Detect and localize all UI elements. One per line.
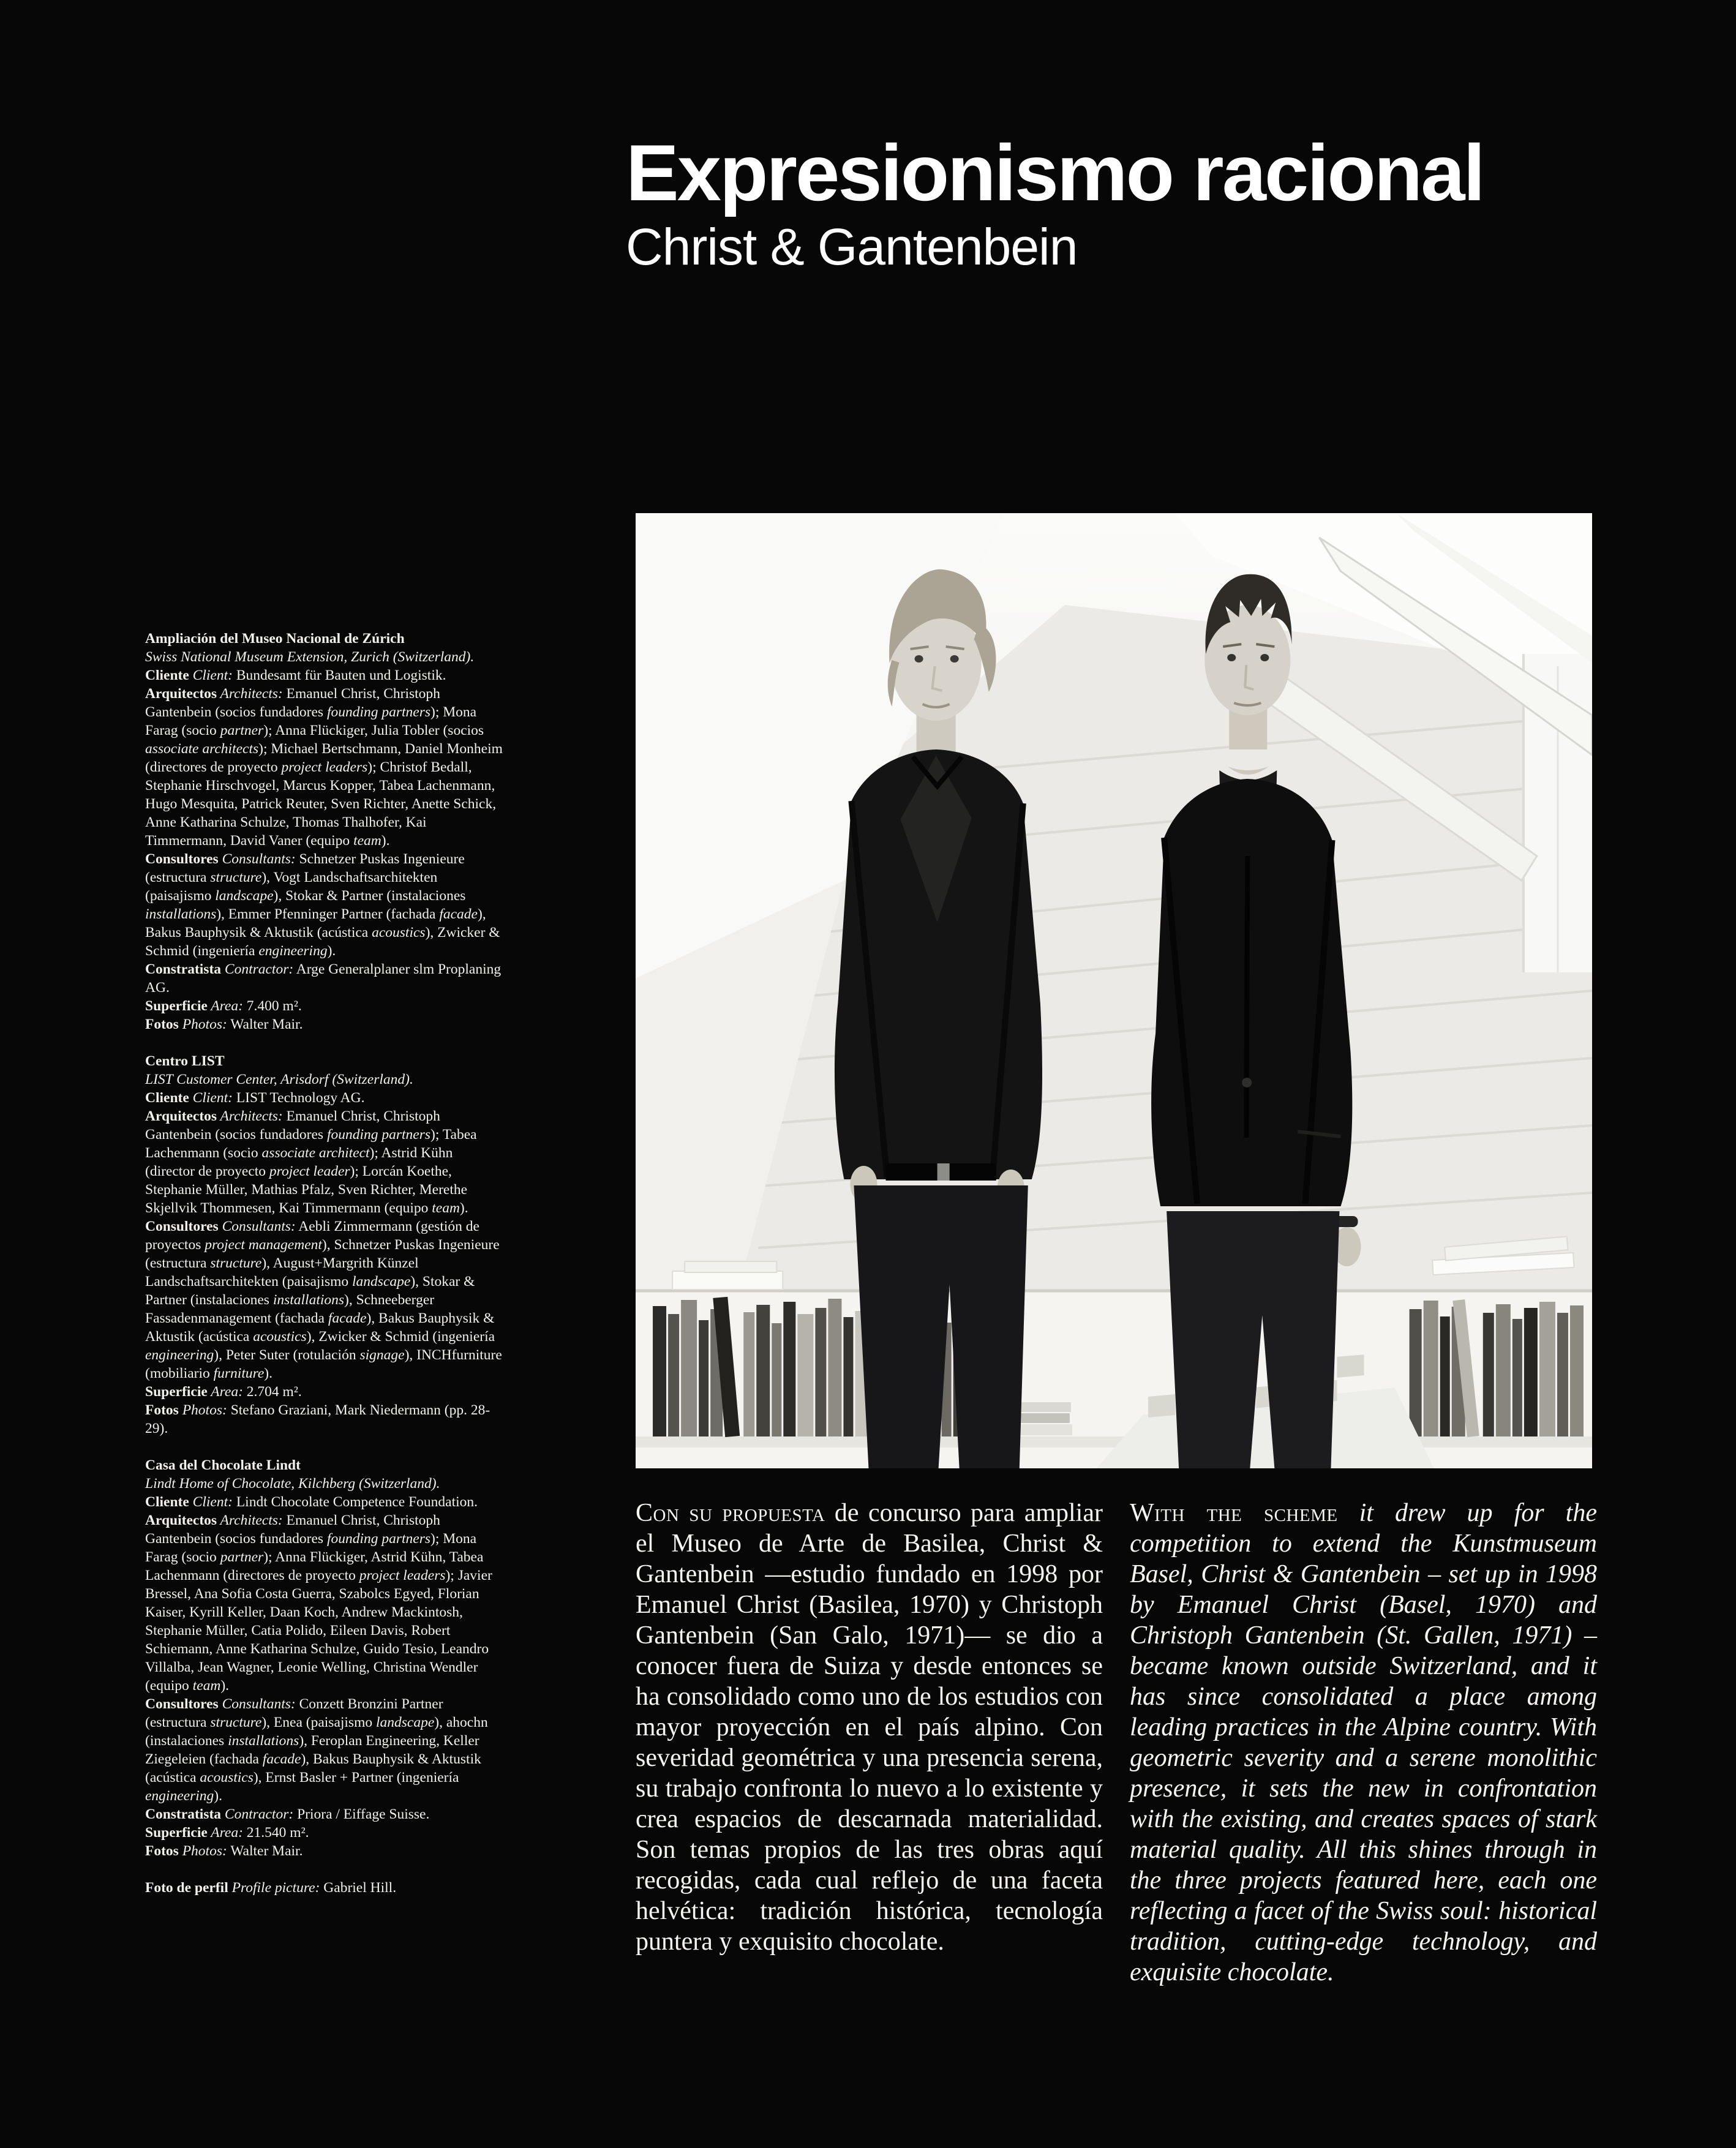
credit-line: Ampliación del Museo Nacional de Zúrich <box>145 631 405 647</box>
credit-line: Consultores Consultants: Schnetzer Puskas Ingenieure (estructura structure), Vogt Landschaftsarchitekten (paisajismo landscape), Stokar & Partner (instalaciones installations), Emmer Pfenninger Partner (fachada facade), Bakus Bauphysik & Aktustik (acústica acoustics), Zwicker & Schmid (ingeniería engineering). <box>145 851 500 959</box>
credit-line: Consultores Consultants: Aebli Zimmermann (gestión de proyectos project management), Schnetzer Puskas Ingenieure (estructura structure), August+Margrith Künzel Landschaftsarchitekten (paisajismo landscape), Stokar & Partner (instalaciones installations), Schneeberger Fassadenmanagement (fachada facade), Bakus Bauphysik & Aktustik (acústica acoustics), Zwicker & Schmid (ingeniería engineering), Peter Suter (rotulación signage), INCHfurniture (mobiliario furniture). <box>145 1219 502 1381</box>
credit-line: Fotos Photos: Stefano Graziani, Mark Niedermann (pp. 28-29). <box>145 1402 490 1436</box>
credit-line: Constratista Contractor: Arge Generalplaner slm Proplaning AG. <box>145 961 502 996</box>
credit-line: Fotos Photos: Walter Mair. <box>145 1843 303 1859</box>
lead-in-es: Con su propuesta <box>636 1499 825 1527</box>
portrait-photo <box>636 513 1592 1468</box>
intro-body-en: it drew up for the competition to extend the Kunstmuseum Basel, Christ & Gantenbein – set up in 1998 by Emanuel Christ (Basel, 1970) and Christoph Gantenbein (St. Gallen, 1971) – became known outside Switzerland, and it has since consolidated a place among leading practices in the Alpine country. With geometric severity and a serene monolithic presence, it sets the new in confrontation with the existing, and creates spaces of stark material quality. All this shines through in the three projects featured here, each one reflecting a facet of the Swiss soul: historical tradition, cutting-edge technology, and exquisite chocolate. <box>1130 1499 1597 1986</box>
lead-in-en: With the scheme <box>1130 1499 1338 1527</box>
intro-text <box>636 1498 1597 1988</box>
credit-line: Lindt Home of Chocolate, Kilchberg (Switzerland). <box>145 1476 440 1492</box>
credit-block <box>145 1879 503 1897</box>
intro-paragraph-en <box>1130 1498 1597 1988</box>
credit-line: Superficie Area: 21.540 m². <box>145 1825 309 1841</box>
page-title: Expresionismo racional <box>626 128 1484 217</box>
credit-line: Swiss National Museum Extension, Zurich (Switzerland). <box>145 649 475 665</box>
credit-line: LIST Customer Center, Arisdorf (Switzerland). <box>145 1072 413 1087</box>
credit-line: Superficie Area: 2.704 m². <box>145 1384 302 1400</box>
books-right <box>1410 1236 1584 1437</box>
credit-line: Cliente Client: Lindt Chocolate Competence Foundation. <box>145 1494 478 1510</box>
credit-line: Casa del Chocolate Lindt <box>145 1457 301 1473</box>
article-header <box>626 128 1484 276</box>
credit-line: Superficie Area: 7.400 m². <box>145 998 302 1014</box>
credit-line: Fotos Photos: Walter Mair. <box>145 1016 303 1032</box>
credit-line: Centro LIST <box>145 1053 225 1069</box>
credit-block <box>145 629 503 1034</box>
portrait-photo-illustration <box>636 513 1592 1468</box>
intro-paragraph-es <box>636 1498 1103 1988</box>
credit-line: Arquitectos Architects: Emanuel Christ, Christoph Gantenbein (socios fundadores founding partners); Mona Farag (socio partner); Anna Flückiger, Julia Tobler (socios associate architects); Michael Bertschmann, Daniel Monheim (directores de proyecto project leaders); Christof Bedall, Stephanie Hirschvogel, Marcus Kopper, Tabea Lachenmann, Hugo Mesquita, Patrick Reuter, Sven Richter, Anette Schick, Anne Katharina Schulze, Thomas Thalhofer, Kai Timmermann, David Vaner (equipo team). <box>145 686 503 849</box>
intro-body-es: de concurso para ampliar el Museo de Arte de Basilea, Christ & Gantenbein —estudio fundado en 1998 por Emanuel Christ (Basilea, 1970) y Christoph Gantenbein (San Galo, 1971)— se dio a conocer fuera de Suiza y desde entonces se ha consolidado como uno de los estudios con mayor proyección en el país alpino. Con severidad geométrica y una presencia serena, su trabajo confronta lo nuevo a lo existente y crea espacios de descarnada materialidad. Son temas propios de las tres obras aquí recogidas, cada cual reflejo de una faceta helvética: tradición histórica, tecnología puntera y exquisito chocolate. <box>636 1499 1103 1956</box>
credit-line: Foto de perfil Profile picture: Gabriel Hill. <box>145 1880 397 1896</box>
credit-line: Cliente Client: Bundesamt für Bauten und Logistik. <box>145 667 446 683</box>
credit-block <box>145 1052 503 1438</box>
credit-line: Arquitectos Architects: Emanuel Christ, Christoph Gantenbein (socios fundadores founding partners); Mona Farag (socio partner); Anna Flückiger, Astrid Kühn, Tabea Lachenmann (directores de proyecto project leaders); Javier Bressel, Ana Sofia Costa Guerra, Szabolcs Egyed, Florian Kaiser, Kyrill Keller, Daan Koch, Andrew Mackintosh, Stephanie Müller, Catia Polido, Eileen Davis, Robert Schiemann, Anne Katharina Schulze, Guido Tesio, Leandro Villalba, Jean Wagner, Leonie Welling, Christina Wendler (equipo team). <box>145 1512 492 1694</box>
credit-line: Consultores Consultants: Conzett Bronzini Partner (estructura structure), Enea (paisajismo landscape), ahochn (instalaciones installations), Feroplan Engineering, Keller Ziegeleien (fachada facade), Bakus Bauphysik & Aktustik (acústica acoustics), Ernst Basler + Partner (ingeniería engineering). <box>145 1696 488 1804</box>
credit-line: Cliente Client: LIST Technology AG. <box>145 1090 365 1106</box>
credit-line: Constratista Contractor: Priora / Eiffage Suisse. <box>145 1806 430 1822</box>
project-credits-sidebar <box>145 629 503 1915</box>
credit-block <box>145 1456 503 1860</box>
credit-line: Arquitectos Architects: Emanuel Christ, Christoph Gantenbein (socios fundadores founding partners); Tabea Lachenmann (socio associate architect); Astrid Kühn (director de proyecto project leader); Lorcán Koethe, Stephanie Müller, Mathias Pfalz, Sven Richter, Merethe Skjellvik Thommesen, Kai Timmermann (equipo team). <box>145 1108 477 1216</box>
page-subtitle: Christ & Gantenbein <box>626 217 1078 276</box>
